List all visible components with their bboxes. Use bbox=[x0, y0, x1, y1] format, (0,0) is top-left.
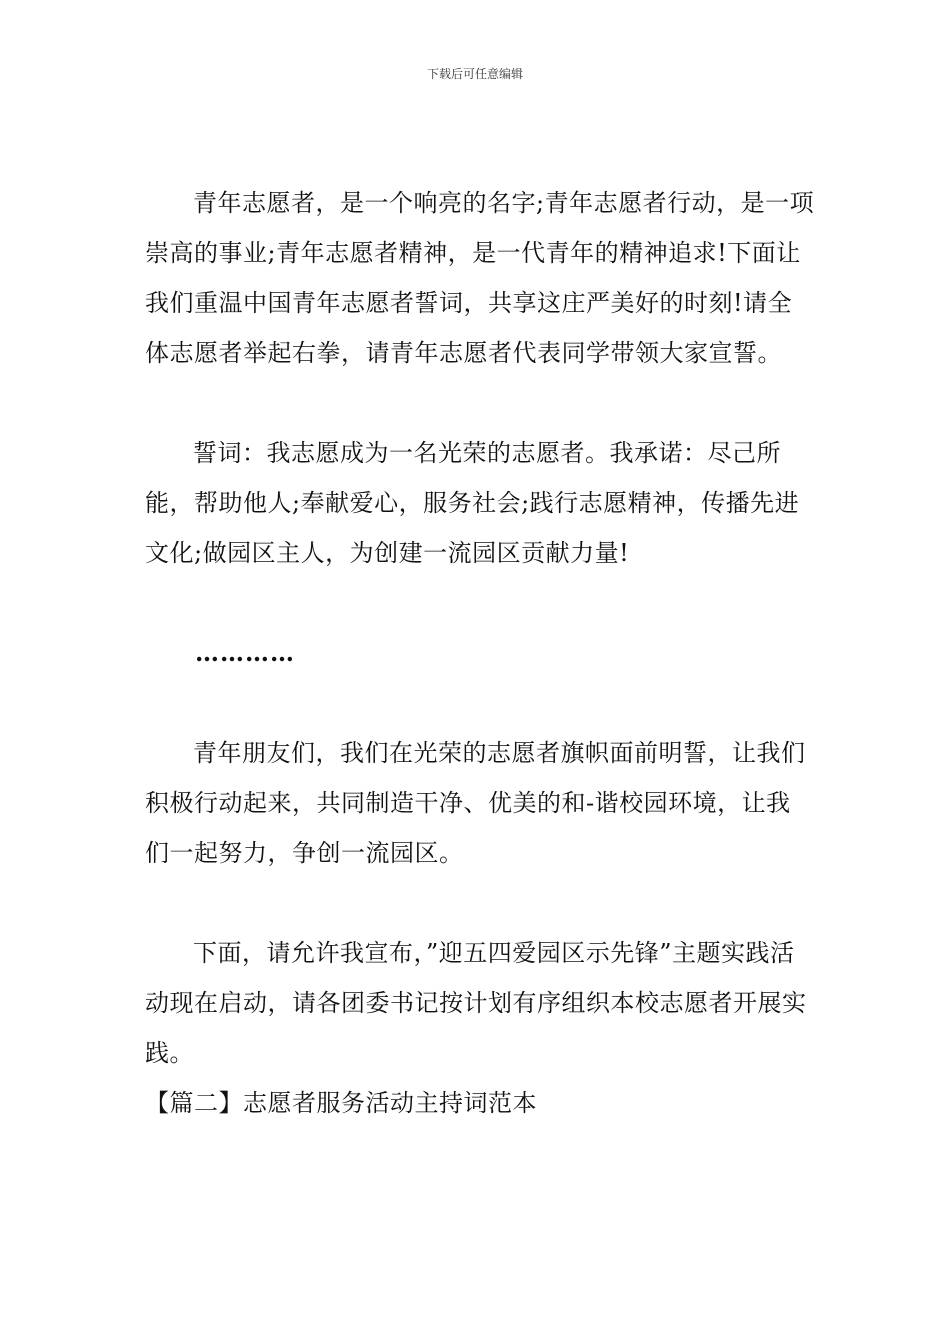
paragraph-intro: 青年志愿者，是一个响亮的名字;青年志愿者行动，是一项崇高的事业;青年志愿者精神，是一代青年的精神追求!下面让我们重温中国青年志愿者誓词，共享这庄严美好的时刻!请全体志愿者举起右拳，请青年志愿者代表同学带领大家宣誓。 bbox=[145, 189, 815, 367]
paragraph-call-to-action: 青年朋友们，我们在光荣的志愿者旗帜面前明誓，让我们积极行动起来，共同制造干净、优美的和-谐校园环境，让我们一起努力，争创一流园区。 bbox=[145, 739, 806, 867]
paragraph-oath: 誓词：我志愿成为一名光荣的志愿者。我承诺：尽己所能，帮助他人;奉献爱心，服务社会;践行志愿精神，传播先进文化;做园区主人，为创建一流园区贡献力量! bbox=[145, 439, 800, 567]
paragraph-gap bbox=[145, 878, 815, 928]
ellipsis-line: ………… bbox=[195, 638, 295, 667]
paragraph-gap bbox=[145, 678, 815, 728]
paragraph-announcement: 下面，请允许我宣布，”迎五四爱园区示先锋”主题实践活动现在启动，请各团委书记按计划有序组织本校志愿者开展实践。 bbox=[145, 939, 807, 1067]
paragraph-gap bbox=[145, 578, 815, 628]
page-header: 下载后可任意编辑 bbox=[426, 67, 523, 81]
paragraph-gap bbox=[145, 378, 815, 428]
document-body bbox=[145, 178, 815, 1128]
section-heading: 【篇二】志愿者服务活动主持词范本 bbox=[145, 1089, 537, 1117]
